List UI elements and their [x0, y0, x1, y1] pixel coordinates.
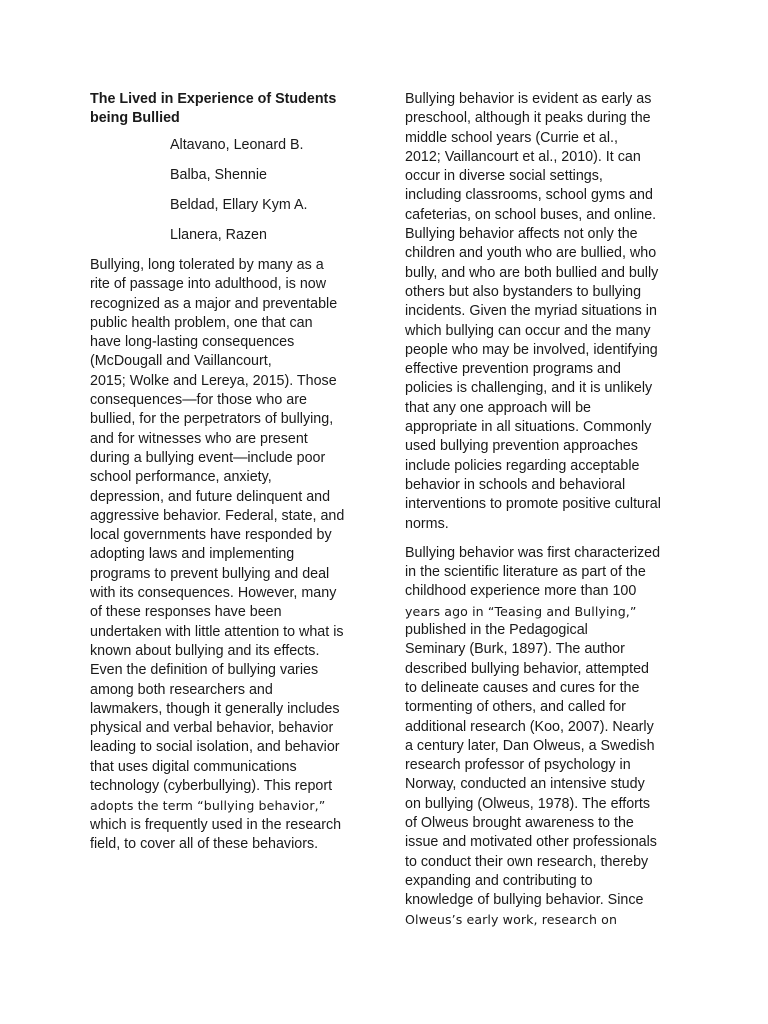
text-line: consequences—for those who are — [90, 392, 307, 409]
text-line: middle school years (Currie et al., — [405, 129, 618, 146]
author-name: Altavano, Leonard B. — [170, 137, 304, 153]
text-line: known about bullying and its effects. — [90, 642, 320, 659]
text-line: field, to cover all of these behaviors. — [90, 835, 319, 852]
text-line: Even the definition of bullying varies — [90, 662, 319, 679]
text-line: programs to prevent bullying and deal — [90, 565, 330, 582]
text-line: that any one approach will be — [405, 399, 591, 416]
text-line: in the scientific literature as part of the — [405, 564, 646, 581]
body-paragraph — [405, 90, 680, 534]
text-line: and for witnesses who are present — [90, 430, 308, 447]
text-line: Olweus’s early work, research on — [405, 912, 618, 928]
author-list — [170, 136, 365, 245]
text-line: adopting laws and implementing — [90, 546, 295, 563]
text-line: issue and motivated other professionals — [405, 834, 657, 851]
text-line: lawmakers, though it generally includes — [90, 700, 340, 717]
text-line: Bullying, long tolerated by many as a — [90, 257, 324, 273]
text-line: expanding and contributing to — [405, 872, 593, 889]
text-line: bully, and who are both bullied and bully — [405, 264, 659, 281]
text-line: described bullying behavior, attempted — [405, 660, 649, 677]
author-name: Balba, Shennie — [170, 167, 267, 183]
text-line: bullied, for the perpetrators of bullying, — [90, 411, 334, 428]
text-line: adopts the term “bullying behavior,” — [90, 798, 326, 814]
text-line: of these responses have been — [90, 604, 282, 621]
text-line: people who may be involved, identifying — [405, 341, 658, 358]
text-line: public health problem, one that can — [90, 314, 313, 331]
text-line: undertaken with little attention to what is — [90, 623, 344, 640]
text-line: appropriate in all situations. Commonly — [405, 419, 652, 436]
text-line: recognized as a major and preventable — [90, 295, 338, 312]
text-line: to delineate causes and cures for the — [405, 679, 640, 696]
text-line: technology (cyberbullying). This report — [90, 778, 333, 795]
title-line: The Lived in Experience of Students — [90, 91, 337, 107]
text-line: leading to social isolation, and behavior — [90, 739, 340, 756]
left-column — [90, 90, 365, 864]
text-line: childhood experience more than 100 — [405, 583, 637, 600]
author-name: Llanera, Razen — [170, 227, 267, 243]
text-line: Seminary (Burk, 1897). The author — [405, 641, 625, 658]
text-line: which is frequently used in the research — [90, 816, 342, 833]
text-line: knowledge of bullying behavior. Since — [405, 892, 644, 909]
text-line: Norway, conducted an intensive study — [405, 776, 645, 793]
text-line: rite of passage into adulthood, is now — [90, 276, 327, 293]
text-line: occur in diverse social settings, — [405, 168, 603, 185]
title-line: being Bullied — [90, 110, 180, 126]
text-line: depression, and future delinquent and — [90, 488, 331, 505]
text-line: to conduct their own research, thereby — [405, 853, 649, 870]
text-line: that uses digital communications — [90, 758, 297, 775]
text-line: cafeterias, on school buses, and online. — [405, 206, 657, 223]
text-line: including classrooms, school gyms and — [405, 187, 653, 204]
text-line: norms. — [405, 515, 449, 532]
text-line: 2012; Vaillancourt et al., 2010). It can — [405, 148, 641, 165]
intro-paragraph — [90, 256, 365, 854]
right-column — [405, 90, 680, 940]
text-line: on bullying (Olweus, 1978). The efforts — [405, 795, 651, 812]
text-line: incidents. Given the myriad situations in — [405, 303, 657, 320]
text-line: during a bullying event—include poor — [90, 449, 326, 466]
text-line: Bullying behavior was first characterized — [405, 544, 661, 561]
text-line: a century later, Dan Olweus, a Swedish — [405, 737, 655, 754]
text-line: (McDougall and Vaillancourt, — [90, 353, 272, 370]
author-name: Beldad, Ellary Kym A. — [170, 197, 308, 213]
body-paragraph — [405, 544, 680, 930]
text-line: school performance, anxiety, — [90, 469, 272, 486]
text-line: effective prevention programs and — [405, 361, 621, 378]
text-line: children and youth who are bullied, who — [405, 245, 657, 262]
text-line: behavior in schools and behavioral — [405, 476, 626, 493]
text-line: physical and verbal behavior, behavior — [90, 720, 334, 737]
text-line: used bullying prevention approaches — [405, 438, 638, 455]
text-line: 2015; Wolke and Lereya, 2015). Those — [90, 372, 337, 389]
text-line: tormenting of others, and called for — [405, 699, 626, 716]
text-line: Bullying behavior affects not only the — [405, 226, 638, 243]
text-line: others but also bystanders to bullying — [405, 283, 642, 300]
text-line: which bullying can occur and the many — [405, 322, 651, 339]
text-line: published in the Pedagogical — [405, 622, 588, 639]
text-line: policies is challenging, and it is unlikely — [405, 380, 653, 397]
text-line: have long-lasting consequences — [90, 334, 295, 351]
text-line: include policies regarding acceptable — [405, 457, 640, 474]
text-line: Bullying behavior is evident as early as — [405, 91, 652, 107]
text-line: local governments have responded by — [90, 527, 332, 544]
document-title — [90, 90, 365, 128]
text-line: aggressive behavior. Federal, state, and — [90, 507, 345, 524]
text-line: research professor of psychology in — [405, 757, 631, 774]
text-line: preschool, although it peaks during the — [405, 110, 651, 127]
text-line: of Olweus brought awareness to the — [405, 814, 634, 831]
text-line: interventions to promote positive cultural — [405, 496, 661, 513]
text-line: with its consequences. However, many — [90, 585, 337, 602]
text-line: years ago in “Teasing and Bullying,” — [405, 603, 637, 619]
text-line: additional research (Koo, 2007). Nearly — [405, 718, 654, 735]
text-line: among both researchers and — [90, 681, 273, 698]
